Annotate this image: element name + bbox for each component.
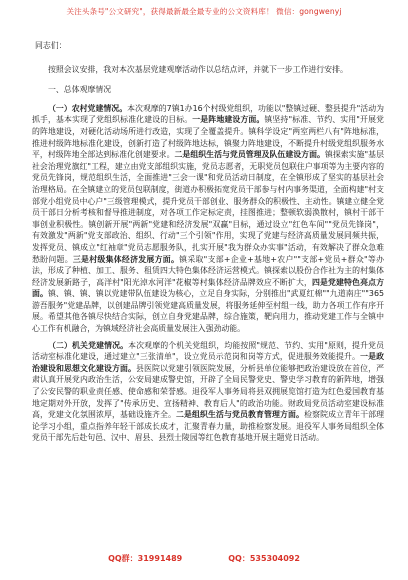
section-heading: 一、总体观摩情况: [48, 85, 112, 95]
agency-text-3: 检察院成立青年干部理论学习小组，重点指养年轻干部成长成才，汇聚青春力量，助推检察发展。退役军人事务局组织全体党员干部先后赴句邑、汉中、眉县、县烈士陵园等红色教育基地开展主题党日活动。: [32, 410, 384, 443]
agency-point-2: 二是组织生活与党员教育管理方面。: [176, 410, 305, 420]
intro-paragraph: 按照会议安排，我对本次基层党建观摩活动作以总结点评，并就下一步工作进行安排。: [48, 64, 348, 74]
rural-text-4: 镇采取"支部+企业+基地+农户""支部+党员+群众"等办法，形成了种植、加工、服务、租赁四大特色集体经济运营模式。镇探索以股份合作社为主的村集体经济发展新路子，高洋村"阳光淖水河洋"花椒等村集体经济品牌效应不断扩大，: [32, 254, 384, 287]
agency-text-2: 县医院以党建引领医院发展，分析县单位能够把政治建设放在首位，严肃认真开展党内政治生活，公安局建成警史馆，开辟了全局民警党史、警史学习教育的新阵地，增强了公安民警的职业责任感、使命感和荣誉感。退役军人事务局将县双拥展览馆打造为红色爱国教育基地定期对外开放，发挥了"传承历史、宣扬精神、教育后人"的政治功能。财政局党员活动室建设标准高，党建文化氛围浓厚，基础设施齐全。: [32, 363, 384, 420]
salutation: 同志们：: [35, 41, 67, 50]
agency-point-1: 一是政治建设和思想文化建设方面。: [32, 352, 384, 373]
rural-text-2: 镇坚持"标准、节约、实用"开展党的阵地建设，对硬化活动场所进行改造，实现了全覆盖提升。镇科学设定"两室两栏八有"阵地标准，推进村级阵地标准化建设，创新打造了村级阵地达标，镇聚力阵地建设，不断提升村级党组织服务水平，村级阵地全部达到标准化创建要求。: [32, 115, 384, 160]
rural-point-1: 一是阵地建设方面。: [192, 115, 265, 125]
rural-point-4: 四是党建特色亮点方面。: [32, 277, 384, 299]
document-body: [32, 32, 384, 449]
agency-party-lead: （二）机关党建情况。: [48, 340, 129, 350]
qq-contact-link[interactable]: QQ：535304092: [228, 554, 300, 563]
rural-text-5: 镇、镇、镇、镇以党建带队伍建设为核心，立足自身实际，分别推出"武夏红棉""九道南庄""365游吾服务"党建品牌，以创建品牌引领党建高质量发展，将服务延伸至村组一线，助力各项工作有序开展。希望其他各镇尽快结合实际，创立自身党建品牌，综合施策，靶向用力，推动党建工作与全镇中心工作有机融合，为镇域经济社会高质量发展注入强劲动能。: [32, 289, 384, 334]
rural-party-lead: （一）农村党建情况。: [48, 103, 128, 113]
rural-party-paragraph: [32, 103, 384, 335]
rural-point-3: 三是村级集体经济发展方面。: [72, 254, 180, 264]
rural-point-2: 二是组织生活与党员管理及队伍建设方面。: [174, 150, 325, 160]
agency-party-paragraph: [32, 340, 384, 444]
rural-text-3: 镇探索实施"基层社会治理党旗红"工程，建立由党支部组织实施，党员志愿者，无职党员包联住户事项等为主要内容的党员先锋岗，规范组织生活，全面推进"三会一课"和党员活动日制度，在全镇形成了坚实的基层社会治理格局。在全镇建立的党员包联制度，街道办积极拓宽党员干部参与村内事务渠道，全面构建"村支部党小组党员中心户"三级管理模式，提升党员干部创业、服务群众的积极性、主动性。镇建立健全党员干部日分析考核和督导推进制度，对各项工作定标定责，挂图推进；整顿软弱涣散村，镇村干部干事创业积极性。镇创新开展"两新"党建和经济发展"双赢"目标，通过设立"红色车间""党员先锋岗"，有效激发"两新"党支部政治、组织、行动"三个引领"作用，实现了党建与经济高质量发展同频共振，发挥党员、镇成立"红袖章"党员志愿服务队，扎实开展"我为群众办实事"活动，有效解决了群众急难愁盼问题。: [32, 150, 384, 264]
qq-group-link[interactable]: QQ群：31991489: [108, 554, 183, 563]
contact-footer: [0, 553, 408, 564]
promo-banner[interactable]: 关注头条号"公文研究"，获得最新最全最专业的公文资料库！ 微信：gongwenyj: [66, 7, 342, 16]
agency-text-1: 本次观摩的个机关党组织，均能按照"规范、节约、实用"原则，提升党员活动室标准化建设，通过建立"三张清单"，设立党员示范岗和岗等方式，促进服务效能提升。: [32, 340, 384, 362]
rural-text-1: 本次观摩的7镇1办16个村级党组织，功能以"整镇过硬、整县提升"活动为抓手，基本实现了党组织标准化建设的目标。: [32, 103, 384, 125]
